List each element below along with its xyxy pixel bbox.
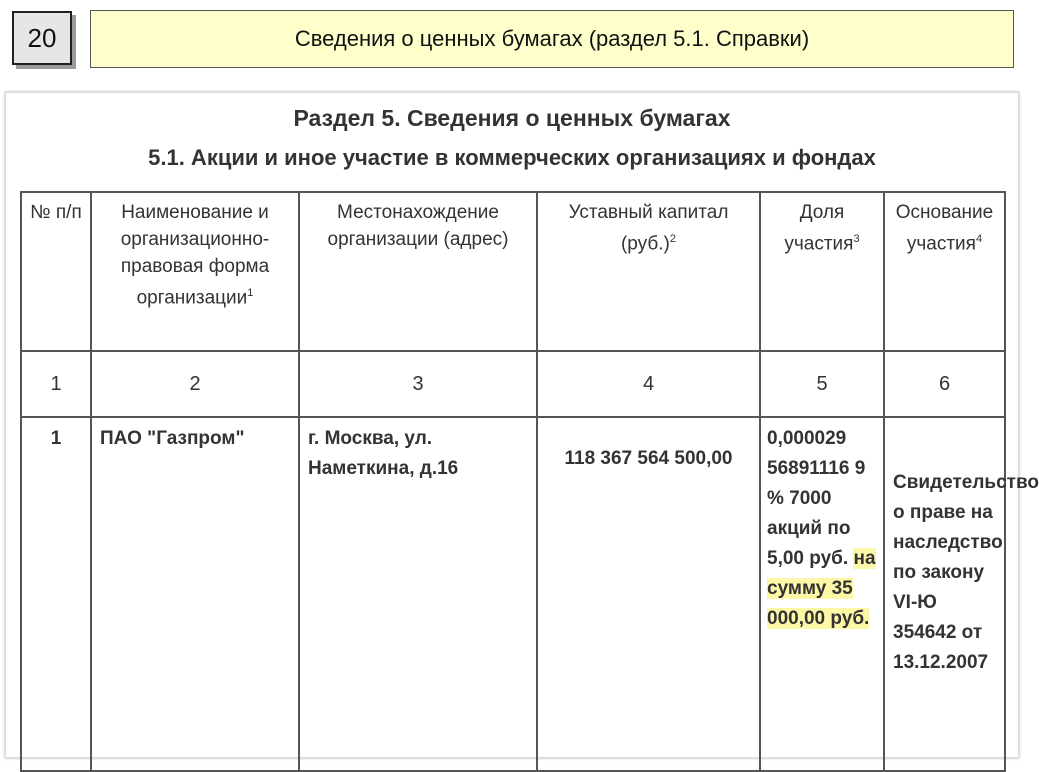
column-number: 2: [91, 351, 299, 417]
column-number: 1: [21, 351, 91, 417]
column-number: 6: [884, 351, 1005, 417]
share-highlight: на сумму 35 000,00 руб.: [767, 548, 876, 629]
section-heading: Раздел 5. Сведения о ценных бумагах: [293, 105, 731, 131]
org-name: ПАО "Газпром": [91, 417, 299, 771]
header-row: [21, 192, 1005, 351]
column-number-row: [21, 351, 1005, 417]
column-number: 4: [537, 351, 760, 417]
slide-title: Сведения о ценных бумагах (раздел 5.1. Справки): [90, 10, 1014, 68]
header-num: № п/п: [21, 192, 91, 351]
header-share: Доля участия$^3$: [760, 192, 884, 351]
document-scan: [6, 93, 1039, 757]
participation-basis: Свидетельство о праве на наследство по закону VI-Ю 354642 от 13.12.2007: [884, 417, 1005, 771]
table-row: [21, 417, 1005, 771]
header-capital: Уставный капитал $(руб.)^2$: [537, 192, 760, 351]
row-num: 1: [21, 417, 91, 771]
securities-table: [20, 191, 1039, 772]
header-name: Наименование и организационно-правовая форма организации$^1$: [91, 192, 299, 351]
header-basis: Основание участия$^4$: [884, 192, 1005, 351]
share-text: 0,000029 56891116 9 % 7000 акций по 5,00 руб.: [767, 428, 866, 569]
header-address: Местонахождение организации (адрес): [299, 192, 537, 351]
section-subheading: 5.1. Акции и иное участие в коммерческих организациях и фондах: [148, 145, 876, 170]
participation-share: [760, 417, 884, 771]
org-address: г. Москва, ул. Наметкина, д.16: [299, 417, 537, 771]
column-number: 5: [760, 351, 884, 417]
charter-capital: 118 367 564 500,00: [537, 417, 760, 771]
column-number: 3: [299, 351, 537, 417]
slide-number: 20: [12, 11, 72, 65]
